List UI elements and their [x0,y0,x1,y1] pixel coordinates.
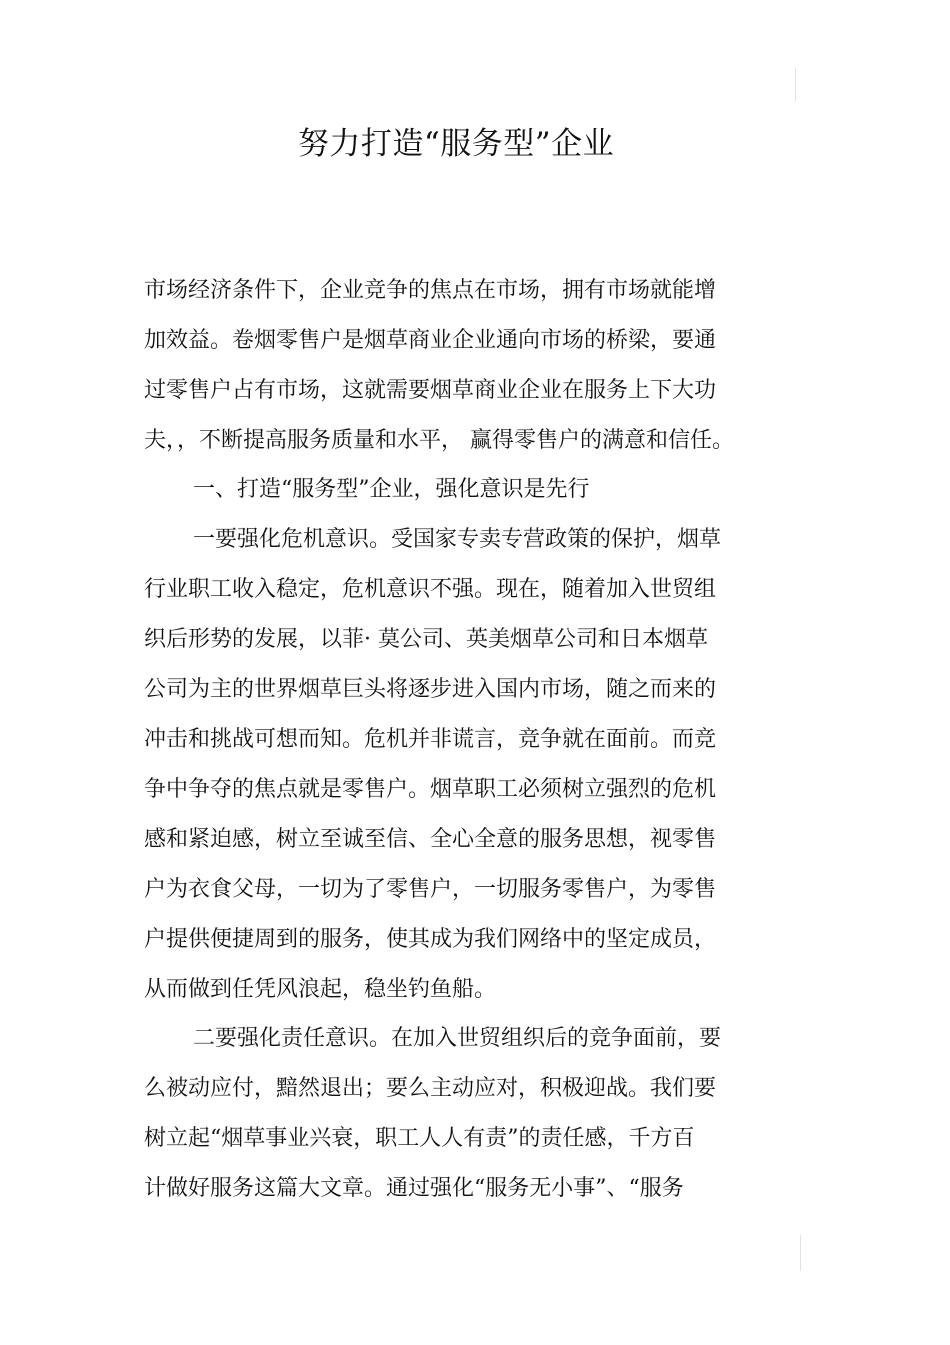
paragraph-line: 从而做到任凭风浪起，稳坐钓鱼船。 [144,977,497,1002]
paragraph-line: 行业职工收入稳定，危机意识不强。现在，随着加入世贸组 [144,577,717,602]
paragraph-line: 过零售户占有市场，这就需要烟草商业企业在服务上下大功 [144,378,717,403]
paragraph-line: 争中争夺的焦点就是零售户。烟草职工必须树立强烈的危机 [144,777,717,802]
paragraph-line: 加效益。卷烟零售户是烟草商业企业通向市场的桥梁，要通 [144,328,717,353]
paragraph-line: 树立起“烟草事业兴衰，职工人人有责”的责任感，千方百 [144,1126,695,1151]
document-title: 努力打造“服务型”企业 [297,126,615,162]
paragraph-line: 冲击和挑战可想而知。危机并非谎言，竞争就在面前。而竞 [144,727,717,752]
paragraph-line: 一要强化危机意识。受国家专卖专营政策的保护，烟草 [193,527,722,552]
section-heading: 一、打造“服务型”企业，强化意识是先行 [193,477,590,502]
paragraph-line: 感和紧迫感，树立至诚至信、全心全意的服务思想，视零售 [144,827,717,852]
paragraph-line: 织后形势的发展，以菲· 莫公司、英美烟草公司和日本烟草 [144,627,708,652]
page-corner-mark [800,1235,801,1271]
paragraph-line: 市场经济条件下，企业竞争的焦点在市场，拥有市场就能增 [144,278,717,303]
paragraph-line: 二要强化责任意识。在加入世贸组织后的竞争面前，要 [193,1026,722,1051]
paragraph-line: 夫，，不断提高服务质量和水平， 赢得零售户的满意和信任。 [144,428,734,453]
paragraph-line: 户提供便捷周到的服务，使其成为我们网络中的坚定成员， [144,927,717,952]
paragraph-line: 户为衣食父母，一切为了零售户，一切服务零售户，为零售 [144,877,717,902]
paragraph-line: 公司为主的世界烟草巨头将逐步进入国内市场，随之而来的 [144,677,717,702]
paragraph-line: 计做好服务这篇大文章。通过强化“服务无小事”、“服务 [144,1176,684,1201]
paragraph-line: 么被动应付，黯然退出；要么主动应对，积极迎战。我们要 [144,1076,717,1101]
page-corner-mark [795,68,796,101]
